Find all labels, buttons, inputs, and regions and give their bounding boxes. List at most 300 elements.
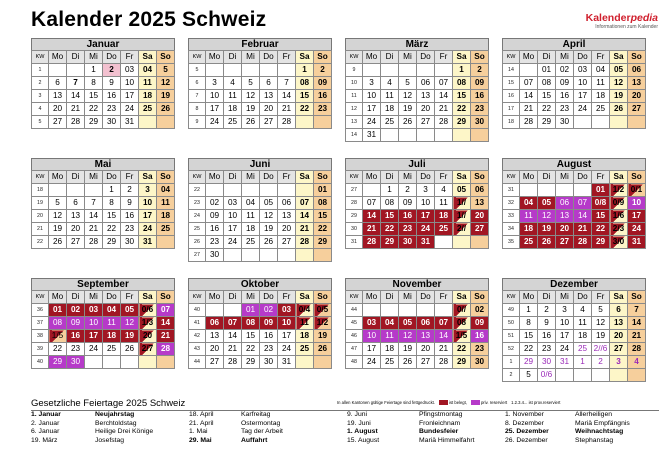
day-cell[interactable]: 10 [85,317,103,330]
day-cell[interactable]: 13 [610,317,628,330]
day-cell[interactable]: 11 [224,90,242,103]
day-cell[interactable]: 23 [556,103,574,116]
day-cell[interactable]: 15 [85,90,103,103]
day-cell[interactable]: 2 [121,184,139,197]
day-cell[interactable]: 05 [399,317,417,330]
day-cell[interactable]: 10 [224,210,242,223]
day-cell[interactable]: 23 [67,343,85,356]
day-cell[interactable]: 28 [67,116,85,129]
day-cell[interactable]: 13 [49,90,67,103]
day-cell[interactable]: 11 [574,317,592,330]
day-cell[interactable]: 9 [538,317,556,330]
day-cell[interactable]: 1 [520,304,538,317]
day-cell[interactable]: 02 [260,304,278,317]
day-cell[interactable]: 26 [260,236,278,249]
day-cell[interactable]: 24 [224,236,242,249]
day-cell[interactable]: 09 [471,317,489,330]
day-cell[interactable]: 2/7 [139,343,157,356]
day-cell[interactable]: 22 [314,223,332,236]
day-cell[interactable]: 29 [592,236,610,249]
day-cell[interactable]: 09 [471,77,489,90]
day-cell[interactable]: 2//6 [592,343,610,356]
day-cell[interactable]: 6 [610,304,628,317]
day-cell[interactable]: 23 [314,103,332,116]
day-cell[interactable]: 0/1 [628,184,646,197]
day-cell[interactable]: 23 [206,236,224,249]
day-cell[interactable]: 24 [206,116,224,129]
day-cell[interactable]: 04 [103,304,121,317]
day-cell[interactable]: 25 [296,343,314,356]
day-cell[interactable]: 5 [399,77,417,90]
day-cell[interactable]: 11 [381,90,399,103]
day-cell[interactable]: 3 [206,77,224,90]
day-cell[interactable]: 1 [453,64,471,77]
day-cell[interactable]: 09 [314,77,332,90]
day-cell[interactable]: 28 [435,356,453,369]
day-cell[interactable]: 06 [417,317,435,330]
day-cell[interactable]: 16 [471,90,489,103]
day-cell[interactable]: 24 [363,356,381,369]
day-cell[interactable]: 01 [592,184,610,197]
day-cell[interactable]: 31 [121,116,139,129]
day-cell[interactable]: 31 [628,236,646,249]
day-cell[interactable]: 09 [399,197,417,210]
day-cell[interactable]: 25 [592,103,610,116]
day-cell[interactable]: 10 [363,90,381,103]
day-cell[interactable]: 19 [592,330,610,343]
day-cell[interactable]: 18 [139,90,157,103]
day-cell[interactable]: 21 [296,223,314,236]
day-cell[interactable]: 15 [538,90,556,103]
day-cell[interactable]: 20 [67,223,85,236]
day-cell[interactable]: 25 [224,116,242,129]
day-cell[interactable]: 15 [381,210,399,223]
day-cell[interactable]: 11 [435,197,453,210]
day-cell[interactable]: 31 [363,129,381,142]
day-cell[interactable]: 04 [242,197,260,210]
day-cell[interactable]: 3 [610,356,628,369]
day-cell[interactable]: 04 [381,317,399,330]
day-cell[interactable]: 17 [121,90,139,103]
day-cell[interactable]: 11 [296,317,314,330]
day-cell[interactable]: 11 [592,77,610,90]
day-cell[interactable]: 12 [49,210,67,223]
day-cell[interactable]: 14 [278,90,296,103]
day-cell[interactable]: 17 [628,210,646,223]
day-cell[interactable]: 1/6 [610,210,628,223]
day-cell[interactable]: 18 [574,330,592,343]
day-cell[interactable]: 25 [157,223,175,236]
day-cell[interactable]: 19 [538,223,556,236]
day-cell[interactable]: 03 [85,304,103,317]
day-cell[interactable]: 03 [121,64,139,77]
day-cell[interactable]: 11 [139,77,157,90]
day-cell[interactable]: 28 [224,356,242,369]
day-cell[interactable]: 0/4 [296,304,314,317]
day-cell[interactable]: 25 [574,343,592,356]
day-cell[interactable]: 21 [363,223,381,236]
day-cell[interactable]: 20 [139,330,157,343]
day-cell[interactable]: 1/2 [314,317,332,330]
kalenderpedia-logo[interactable] [586,13,658,30]
day-cell[interactable]: 30 [471,116,489,129]
day-cell[interactable]: 21 [435,343,453,356]
day-cell[interactable]: 16 [314,90,332,103]
day-cell[interactable]: 2/3 [610,223,628,236]
day-cell[interactable]: 15 [103,210,121,223]
day-cell[interactable]: 06 [278,197,296,210]
day-cell[interactable]: 25 [520,236,538,249]
day-cell[interactable]: 1 [381,184,399,197]
day-cell[interactable]: 18 [381,343,399,356]
day-cell[interactable]: 19 [314,330,332,343]
day-cell[interactable]: 03 [363,317,381,330]
day-cell[interactable]: 0/6 [139,304,157,317]
day-cell[interactable]: 24 [574,103,592,116]
day-cell[interactable]: 29 [242,356,260,369]
day-cell[interactable]: 02 [471,304,489,317]
day-cell[interactable]: 29 [453,116,471,129]
day-cell[interactable]: 04 [520,197,538,210]
day-cell[interactable]: 30 [538,356,556,369]
day-cell[interactable]: 16 [67,330,85,343]
day-cell[interactable]: 10 [417,197,435,210]
day-cell[interactable]: 13 [417,90,435,103]
day-cell[interactable]: 17 [85,330,103,343]
day-cell[interactable]: 19 [610,90,628,103]
day-cell[interactable]: 01 [314,184,332,197]
day-cell[interactable]: 24 [363,116,381,129]
day-cell[interactable]: 23 [260,343,278,356]
day-cell[interactable]: 8 [520,317,538,330]
day-cell[interactable]: 5 [242,77,260,90]
day-cell[interactable]: 26 [157,103,175,116]
day-cell[interactable]: 04 [592,64,610,77]
day-cell[interactable]: 04 [139,64,157,77]
day-cell[interactable]: 20 [628,90,646,103]
day-cell[interactable]: 05 [121,304,139,317]
day-cell[interactable]: 14 [67,90,85,103]
day-cell[interactable]: 20 [49,103,67,116]
day-cell[interactable]: 17 [224,223,242,236]
day-cell[interactable]: 27 [556,236,574,249]
day-cell[interactable]: 10 [363,330,381,343]
day-cell[interactable]: 08 [242,317,260,330]
day-cell[interactable]: 4 [435,184,453,197]
day-cell[interactable]: 1/3 [139,317,157,330]
day-cell[interactable]: 1// [453,210,471,223]
day-cell[interactable]: 14 [224,330,242,343]
day-cell[interactable]: 07 [157,304,175,317]
day-cell[interactable]: 2// [453,223,471,236]
day-cell[interactable]: 31 [417,236,435,249]
day-cell[interactable]: 08 [381,197,399,210]
day-cell[interactable]: 1// [453,197,471,210]
day-cell[interactable]: 28 [296,236,314,249]
day-cell[interactable]: 22 [85,103,103,116]
day-cell[interactable]: 09 [67,317,85,330]
day-cell[interactable]: 1 [103,184,121,197]
day-cell[interactable]: 24 [121,103,139,116]
day-cell[interactable]: 27 [67,236,85,249]
day-cell[interactable]: 22 [242,343,260,356]
day-cell[interactable]: 01 [49,304,67,317]
day-cell[interactable]: 27 [260,116,278,129]
day-cell[interactable]: 26 [49,236,67,249]
day-cell[interactable]: 01 [538,64,556,77]
day-cell[interactable]: 22 [538,103,556,116]
day-cell[interactable]: 08 [453,317,471,330]
day-cell[interactable]: 03 [224,197,242,210]
day-cell[interactable]: 13 [417,330,435,343]
day-cell[interactable]: 22 [453,103,471,116]
day-cell[interactable]: 22 [103,223,121,236]
day-cell[interactable]: 31 [556,356,574,369]
day-cell[interactable]: 4 [574,304,592,317]
day-cell[interactable]: 27 [206,356,224,369]
day-cell[interactable]: 15 [520,330,538,343]
day-cell[interactable]: 7 [278,77,296,90]
day-cell[interactable]: 28 [85,236,103,249]
day-cell[interactable]: 26 [121,343,139,356]
day-cell[interactable]: 14 [363,210,381,223]
day-cell[interactable]: 12 [399,330,417,343]
day-cell[interactable]: 23 [471,103,489,116]
day-cell[interactable]: 14 [628,317,646,330]
day-cell[interactable]: 0// [453,304,471,317]
day-cell[interactable]: 20 [610,330,628,343]
day-cell[interactable]: 21 [628,330,646,343]
day-cell[interactable]: 13 [67,210,85,223]
day-cell[interactable]: 19 [49,223,67,236]
day-cell[interactable]: 24 [139,223,157,236]
day-cell[interactable]: 8 [103,197,121,210]
day-cell[interactable]: 16 [103,90,121,103]
day-cell[interactable]: 1 [574,356,592,369]
day-cell[interactable]: 12 [399,90,417,103]
day-cell[interactable]: 10 [139,197,157,210]
day-cell[interactable]: 25 [103,343,121,356]
day-cell[interactable]: 07 [574,197,592,210]
day-cell[interactable]: 13 [556,210,574,223]
day-cell[interactable]: 22 [592,223,610,236]
day-cell[interactable]: 06 [417,77,435,90]
day-cell[interactable]: 08 [314,197,332,210]
day-cell[interactable]: 12 [242,90,260,103]
day-cell[interactable]: 20 [471,210,489,223]
day-cell[interactable]: 6 [49,77,67,90]
day-cell[interactable]: 18 [224,103,242,116]
day-cell[interactable]: 2 [471,64,489,77]
day-cell[interactable]: 22 [453,343,471,356]
day-cell[interactable]: 26 [538,236,556,249]
day-cell[interactable]: 12 [260,210,278,223]
day-cell[interactable]: 26 [399,356,417,369]
day-cell[interactable]: 8 [85,77,103,90]
day-cell[interactable]: 03 [574,64,592,77]
day-cell[interactable]: 06 [628,64,646,77]
day-cell[interactable]: 6 [260,77,278,90]
day-cell[interactable]: 0/5 [314,304,332,317]
day-cell[interactable]: 25 [381,356,399,369]
day-cell[interactable]: 19 [399,103,417,116]
day-cell[interactable]: 02 [206,197,224,210]
day-cell[interactable]: 27 [610,343,628,356]
day-cell[interactable]: 3 [363,77,381,90]
day-cell[interactable]: 19 [399,343,417,356]
day-cell[interactable]: 17 [417,210,435,223]
day-cell[interactable]: 13 [471,197,489,210]
day-cell[interactable]: 17 [363,343,381,356]
day-cell[interactable]: 29 [453,356,471,369]
day-cell[interactable]: 28 [157,343,175,356]
day-cell[interactable]: 27 [278,236,296,249]
day-cell[interactable]: 29 [103,236,121,249]
day-cell[interactable]: 26 [399,116,417,129]
day-cell[interactable]: 06 [556,197,574,210]
day-cell[interactable]: 17 [206,103,224,116]
day-cell[interactable]: 21 [157,330,175,343]
day-cell[interactable]: 07 [435,77,453,90]
day-cell[interactable]: 30 [471,356,489,369]
day-cell[interactable]: 20 [260,103,278,116]
day-cell[interactable]: 30 [399,236,417,249]
day-cell[interactable]: 05 [538,197,556,210]
day-cell[interactable]: 4 [628,356,646,369]
day-cell[interactable]: 27 [49,116,67,129]
day-cell[interactable]: 28 [278,116,296,129]
day-cell[interactable]: 07 [435,317,453,330]
day-cell[interactable]: 11 [103,317,121,330]
day-cell[interactable]: 5 [157,64,175,77]
day-cell[interactable]: 6 [67,197,85,210]
day-cell[interactable]: 3 [417,184,435,197]
day-cell[interactable]: 29 [314,236,332,249]
day-cell[interactable]: 7 [628,304,646,317]
day-cell[interactable]: 13 [628,77,646,90]
day-cell[interactable]: 2 [592,356,610,369]
day-cell[interactable]: 18 [592,90,610,103]
day-cell[interactable]: 24 [278,343,296,356]
day-cell[interactable]: 23 [121,223,139,236]
day-cell[interactable]: 29 [538,116,556,129]
day-cell[interactable]: 5 [592,304,610,317]
day-cell[interactable]: 20 [278,223,296,236]
day-cell[interactable]: 1/5 [453,330,471,343]
day-cell[interactable]: 24 [417,223,435,236]
day-cell[interactable]: 21 [224,343,242,356]
day-cell[interactable]: 31 [278,356,296,369]
day-cell[interactable]: 0/6 [538,369,556,382]
day-cell[interactable]: 13 [260,90,278,103]
day-cell[interactable]: 25 [242,236,260,249]
day-cell[interactable]: 24 [628,223,646,236]
day-cell[interactable]: 16 [471,330,489,343]
day-cell[interactable]: 12 [592,317,610,330]
day-cell[interactable]: 08 [49,317,67,330]
day-cell[interactable]: 29 [520,356,538,369]
day-cell[interactable]: 11 [242,210,260,223]
day-cell[interactable]: 3/0 [610,236,628,249]
day-cell[interactable]: 10 [556,317,574,330]
day-cell[interactable]: 2 [103,64,121,77]
day-cell[interactable]: 1/2 [610,184,628,197]
day-cell[interactable]: 15 [592,210,610,223]
day-cell[interactable]: 16 [206,223,224,236]
day-cell[interactable]: 26 [242,116,260,129]
day-cell[interactable]: 01 [242,304,260,317]
day-cell[interactable]: 16 [538,330,556,343]
day-cell[interactable]: 3 [556,304,574,317]
day-cell[interactable]: 09 [556,77,574,90]
day-cell[interactable]: 27 [417,356,435,369]
day-cell[interactable]: 9 [121,197,139,210]
day-cell[interactable]: 30 [103,116,121,129]
day-cell[interactable]: 0/8 [592,197,610,210]
day-cell[interactable]: 16 [260,330,278,343]
day-cell[interactable]: 2 [399,184,417,197]
day-cell[interactable]: 9 [103,77,121,90]
day-cell[interactable]: 13 [206,330,224,343]
day-cell[interactable]: 18 [520,223,538,236]
day-cell[interactable]: 10 [628,197,646,210]
day-cell[interactable]: 7 [67,77,85,90]
day-cell[interactable]: 11 [381,330,399,343]
day-cell[interactable]: 4 [224,77,242,90]
day-cell[interactable]: 18 [242,223,260,236]
day-cell[interactable]: 14 [85,210,103,223]
day-cell[interactable]: 21 [520,103,538,116]
day-cell[interactable]: 1 [85,64,103,77]
day-cell[interactable]: 07 [296,197,314,210]
day-cell[interactable]: 08 [538,77,556,90]
day-cell[interactable]: 27 [471,223,489,236]
day-cell[interactable]: 17 [363,103,381,116]
day-cell[interactable]: 18 [157,210,175,223]
day-cell[interactable]: 15 [453,90,471,103]
day-cell[interactable]: 06 [206,317,224,330]
day-cell[interactable]: 5 [520,369,538,382]
day-cell[interactable]: 21 [85,223,103,236]
day-cell[interactable]: 12 [121,317,139,330]
day-cell[interactable]: 22 [296,103,314,116]
day-cell[interactable]: 23 [538,343,556,356]
day-cell[interactable]: 30 [206,249,224,262]
day-cell[interactable]: 14 [435,90,453,103]
day-cell[interactable]: 30 [121,236,139,249]
day-cell[interactable]: 0/9 [610,197,628,210]
day-cell[interactable]: 02 [67,304,85,317]
day-cell[interactable]: 24 [85,343,103,356]
day-cell[interactable]: 09 [260,317,278,330]
day-cell[interactable]: 10 [574,77,592,90]
day-cell[interactable]: 1/5 [49,330,67,343]
day-cell[interactable]: 05 [453,184,471,197]
day-cell[interactable]: 12 [610,77,628,90]
day-cell[interactable]: 27 [417,116,435,129]
day-cell[interactable]: 07 [363,197,381,210]
day-cell[interactable]: 29 [381,236,399,249]
day-cell[interactable]: 09 [206,210,224,223]
day-cell[interactable]: 26 [314,343,332,356]
day-cell[interactable]: 14 [520,90,538,103]
day-cell[interactable]: 14 [157,317,175,330]
day-cell[interactable]: 19 [157,90,175,103]
day-cell[interactable]: 21 [435,103,453,116]
day-cell[interactable]: 05 [610,64,628,77]
day-cell[interactable]: 19 [242,103,260,116]
day-cell[interactable]: 3 [139,184,157,197]
